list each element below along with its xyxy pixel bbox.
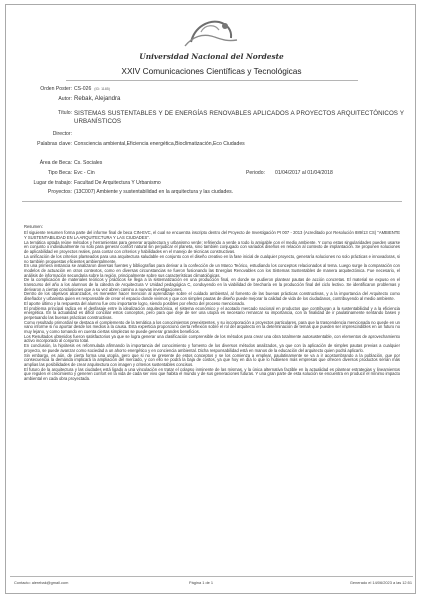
orden-poster-label: Orden Poster:	[40, 86, 72, 92]
resumen-paragraph: El siguiente resumen forma parte del informe final de beca CIN-EVC, el cual se encuentra inscripto dentro del Proyecto de Investigación PI 007 - 2013 (Acreditado por Resolución 889/13 CS) "AMBIENTE Y SUSTENTABILIDAD EN LA ARQUITECTURA Y LAS CIUDADES".	[24, 230, 400, 240]
titulo-label: Título:	[57, 110, 72, 116]
fields-divider	[22, 201, 402, 202]
resumen-section	[24, 225, 400, 382]
palabras-clave-value: Consciencia ambiental,Eficiencia energética,Bioclimatización,Eco Ciudades	[74, 141, 245, 147]
poster-id: (ID: 1185)	[94, 87, 110, 91]
resumen-paragraph: De la complicación de materiales teóricos y prácticos se llega a la sistematización en una producción final, en donde se pudieron plantear pautas de acción concretas. El material se expuso en el transcurso del año a los alumnos de la cátedra de Arquitectura V Unidad pedagógica C, conduyendo en la viabilidad de brecharía en la producción final del ciclo lectivo. Se identificaron problemas y derivaron a ciertas conclusiones que a su vez abren camino a nuevas investigaciones.	[24, 277, 400, 292]
proyectos-label: Proyectos:	[47, 189, 72, 195]
tipo-beca-label: Tipo Beca:	[47, 170, 72, 176]
resumen-heading: Resumen:	[24, 224, 43, 229]
congress-title: XXIV Comunicaciones Científicas y Tecnológicas	[121, 66, 302, 76]
resumen-paragraph: Los Resultados obtenidos fueron satisfactorios ya que se logra generar una clasificación comprensible de los métodos para crear una obra totalmente autosustentable, con elementos de aprovechamiento activo incorporado al conjunto total.	[24, 333, 400, 344]
area-beca-value: Cs. Sociales	[74, 160, 103, 166]
lugar-trabajo-value: Facultad De Arquitectura Y Urbanismo	[74, 180, 161, 186]
lugar-trabajo-label: Lugar de trabajo:	[33, 180, 72, 186]
resumen-paragraph: El problema principal radica en el desfasaje entre la idealización arquitectónica, el sistema económico y el acotado mercado nacional en productos que contribuyan a la sustentabilidad y a la eficiencia energética. En la actualidad es difícil conciliar estos conceptos, pero para que deje de ser una utopía es necesario remarcar su importancia, con la finalidad de ir paulatinamente sentando bases y perpetuando las buenas prácticas constructivas.	[24, 305, 400, 320]
university-logo	[179, 12, 243, 50]
resumen-paragraph: En conclusión, la hipótesis es reformulada afirmando la importancia del conocimiento y fomento de los diversos métodos analizados, ya que con la aplicación de simples pautas previas a cualquier proyecto, se puede avanzar como sociedad a un ahorro energético y en conciencia ambiental. Dicha responsabilidad está en manos de la educación del arquitecto quien podrá aplicarlo.	[24, 343, 400, 353]
tipo-beca-value: Evc - Cin	[74, 170, 95, 176]
resumen-paragraph: Como resultado primordial se destaca el complemento de la temática a los conocimientos preexistentes, y su incorporación a proyectos particulares, para que la trascendencia mencionada no quede en un vano informe si no aportar desde los medios a la causa. Esta experticia proporcionó cierta reflexión sobre el rol del arquitecto en la determinación de temas que pueden ser imprescindibles en un futuro no muy lejano, y como tomando en cuenta ciertas simplezas se puede generar grandes beneficios.	[24, 319, 400, 335]
header-divider	[66, 80, 358, 81]
director-label: Director:	[52, 131, 72, 137]
resumen-paragraph: La unificación de los criterios planteados para una arquitectura saludable en conjunto con el diseño creativo en la fase inicial de cualquier proyecto, generaría soluciones no solo prácticas e innovadoras, si no también propuestas eficientes ambientalmente.	[24, 253, 400, 264]
resumen-paragraph: El futuro de la arquitectura y las ciudades está ligado a una vinculación en tratar el colapso inminente de las mismas, y la única alternativa factible en la actualidad es plantear estrategias y lineamientos que regulen el crecimiento y generen confort en la vida de cada ser vivo que habita el mundo y de sus generaciones futuras. Y una gran parte de esta solución se encuentra en producir el mínimo impacto ambiental en cada obra proyectada.	[24, 366, 400, 382]
footer-generated: Generado el 14/06/2023 a las 12:51	[349, 580, 412, 585]
university-name: Universidad Nacional del Nordeste	[139, 52, 284, 61]
footer-page-number: Página 1 de 1	[189, 580, 214, 585]
autor-value: Rebak, Alejandra	[74, 95, 121, 102]
periodo-value: 01/04/2017 al 01/04/2018	[275, 170, 333, 176]
footer-divider	[10, 576, 413, 577]
resumen-paragraph: La temática optada reúne métodos y herramientas para generar arquitectura y urbanismo verde; refiriendo a verde a todo lo amigable con el medio ambiente. Y como estas singularidades pueden usarse en conjunto o individualmente no solo para generar confort natural sin perjudicar el planeta, sino también conjugado con variados diseños en relación al contexto de implantación. Se proponen soluciones de aplicabilidad en proyectos reales, para contar con criterios y habilidades en el manejo de técnicas constructivas.	[24, 239, 400, 255]
orden-poster-value-row	[74, 86, 110, 92]
resumen-paragraph: El aporte último y la respuesta del alumno fue otro importante logro, siendo posibles por efecto del proceso mencionado.	[24, 300, 246, 306]
titulo-value: SISTEMAS SUSTENTABLES Y DE ENERGÍAS RENOVABLES APLICADOS A PROYECTOS ARQUITECTÓNICOS Y URBANÍSTICOS	[74, 110, 404, 126]
resumen-paragraph: En una primera instancia se analizaron diversas fuentes y bibliografías para derivar a la confección de un Marco Teórico, estudiando los conceptos relacionados al tema. Luego surge la comparación con modelos de actuación en otros contextos, como en diversas circunstancias se fueron fusionando las Energías Renovables con los Sistemas Sustentables de manera arquitectónica. Fue necesario, el análisis de información secundaria sobre la región, principalmente sobre sus características climatológicas.	[24, 263, 400, 278]
autor-label: Autor:	[58, 96, 72, 102]
orden-poster-value: CS-026	[74, 86, 92, 92]
resumen-paragraph: Dentro de los objetivos alcanzados, es menester hacer mención al aprendizaje sobre el cuidado ambiental, al fomento de las buenas prácticas constructivas, y a la importancia del Arquitecto como diseñador y urbanista quien es responsable de crear el espacio donde vivimos y que con simples pautas de diseño puede mejorar la calidad de vida de los ciudadanos, contribuyendo al medio ambiente.	[24, 291, 400, 302]
periodo-label: Periodo:	[246, 170, 265, 176]
proyectos-value: (13C007) Ambiente y sustentabilidad en la arquitectura y las ciudades.	[74, 189, 234, 195]
area-beca-label: Área de Beca:	[39, 160, 72, 166]
resumen-paragraph: Sin embargo, es aún, de cierta forma una utopía, pero que si no se presente de estos conceptos y se los comienza a emplear, paulatinamente se va a ir acostumbrando a la población, que por consecuencia la demanda implicará la ampliación del mercado, y con ello se podrá la baja de costos, ya que hoy en día lo que lo hubiesen más empresas que ofrecen diversos productos serían más amplias las posibilidades de crear arquitectura con imagen y criterios sustentables concisos.	[24, 352, 400, 367]
palabras-clave-label: Palabras clave:	[37, 141, 72, 147]
footer-contact: Contacto: alerebak@gmail.com	[14, 580, 69, 585]
